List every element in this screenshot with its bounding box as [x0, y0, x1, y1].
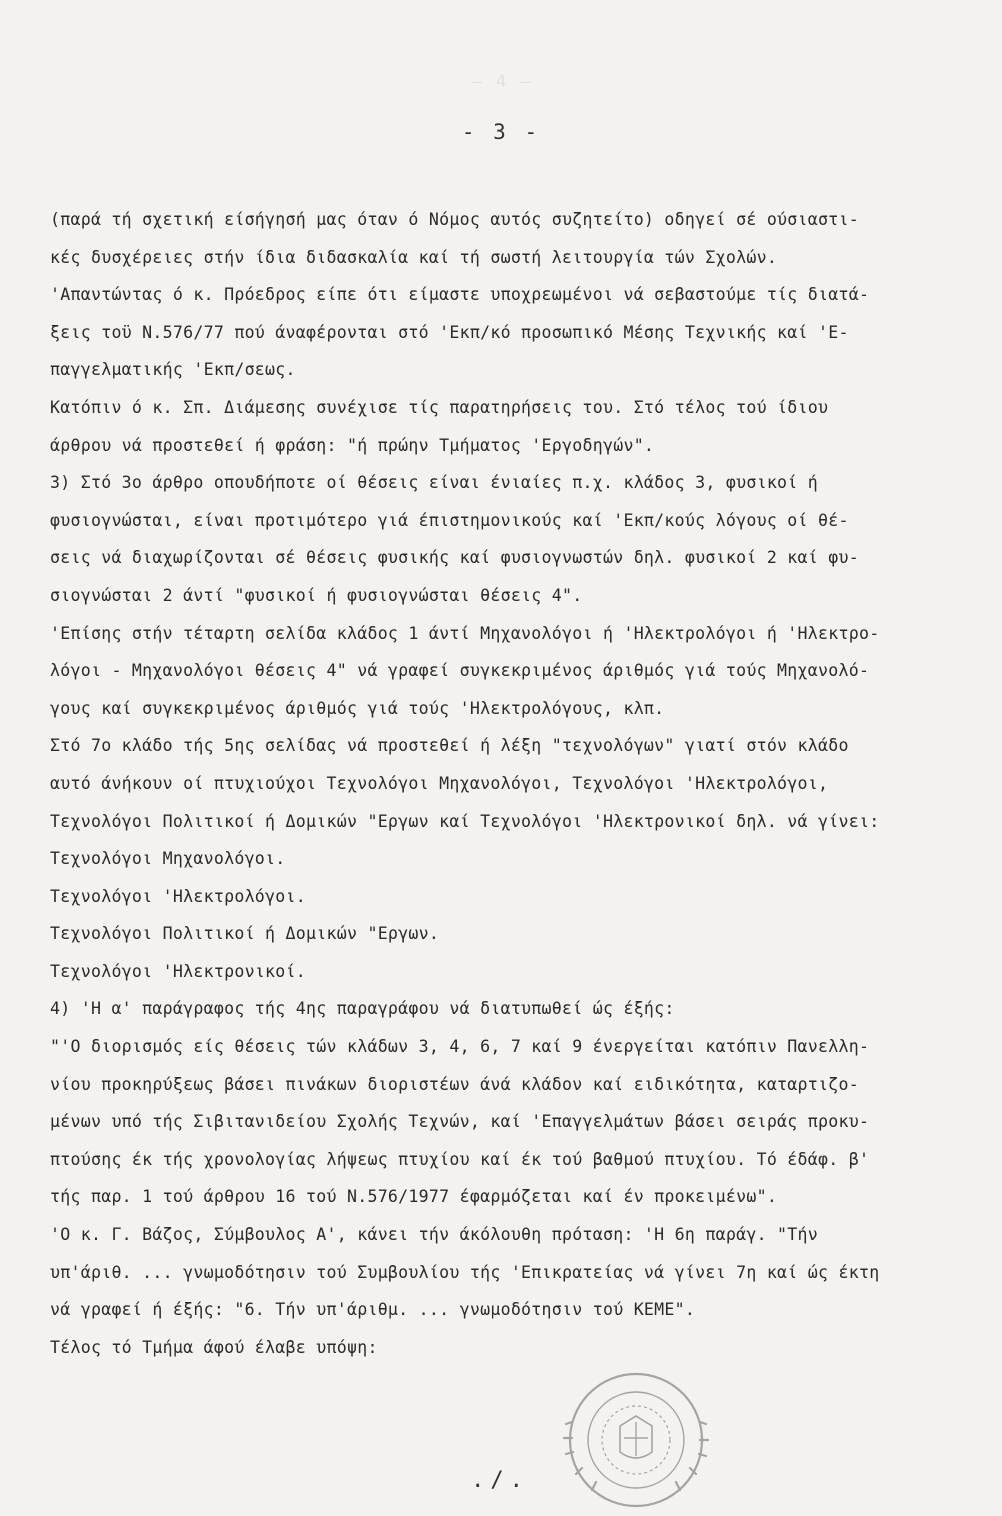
page-number: - 3 -: [461, 120, 541, 144]
text-line: σιογνώσται 2 άντί "φυσικοί ή φυσιογνώσται θέσεις 4".: [50, 585, 583, 605]
text-line: Κατόπιν ό κ. Σπ. Διάμεσης συνέχισε τίς παρατηρήσεις του. Στό τέλος τού ίδιου: [50, 397, 829, 417]
text-line: Τεχνολόγοι Πολιτικοί ή Δομικών "Εργων.: [50, 924, 440, 944]
text-line: λόγοι - Μηχανολόγοι θέσεις 4" νά γραφεί συγκεκριμένος άριθμός γιά τούς Μηχανολό-: [50, 661, 870, 681]
text-line: άρθρου νά προστεθεί ή φράση: "ή πρώην Τμήματος 'Εργοδηγών".: [50, 435, 655, 455]
text-line: υπ'άριθ. ... γνωμοδότησιν τού Συμβουλίου τής 'Επικρατείας νά γίνει 7η καί ώς έκτη: [50, 1262, 880, 1282]
text-line: γους καί συγκεκριμένος άριθμός γιά τούς 'Ηλεκτρολόγους, κλπ.: [50, 698, 665, 718]
text-line: παγγελματικής 'Εκπ/σεως.: [50, 360, 296, 380]
bleed-through-page-number: — 4 —: [471, 72, 533, 92]
text-line: 3) Στό 3ο άρθρο οπουδήποτε οί θέσεις είναι ένιαίες π.χ. κλάδος 3, φυσικοί ή: [50, 473, 819, 493]
text-line: πτούσης έκ τής χρονολογίας λήψεως πτυχίου καί έκ τού βαθμού πτυχίου. Τό έδάφ. β': [50, 1149, 870, 1169]
text-line: "'Ο διορισμός είς θέσεις τών κλάδων 3, 4, 6, 7 καί 9 ένεργείται κατόπιν Πανελλη-: [50, 1037, 870, 1057]
text-line: κές δυσχέρειες στήν ίδια διδασκαλία καί τή σωστή λειτουργία τών Σχολών.: [50, 247, 778, 267]
text-line: αυτό άνήκουν οί πτυχιούχοι Τεχνολόγοι Μηχανολόγοι, Τεχνολόγοι 'Ηλεκτρολόγοι,: [50, 773, 829, 793]
text-line: 'Ο κ. Γ. Βάζος, Σύμβουλος Α', κάνει τήν άκόλουθη πρόταση: 'Η 6η παράγ. "Τήν: [50, 1225, 819, 1245]
text-line: 'Απαντώντας ό κ. Πρόεδρος είπε ότι είμαστε υποχρεωμένοι νά σεβαστούμε τίς διατά-: [50, 285, 870, 305]
text-line: Τεχνολόγοι Πολιτικοί ή Δομικών "Εργων καί Τεχνολόγοι 'Ηλεκτρονικοί δηλ. νά γίνει:: [50, 811, 880, 831]
text-line: νά γραφεί ή έξής: "6. Τήν υπ'άριθμ. ... γνωμοδότησιν τού ΚΕΜΕ".: [50, 1300, 696, 1320]
text-line: Στό 7ο κλάδο τής 5ης σελίδας νά προστεθεί ή λέξη "τεχνολόγων" γιατί στόν κλάδο: [50, 736, 849, 756]
text-line: 'Επίσης στήν τέταρτη σελίδα κλάδος 1 άντί Μηχανολόγοι ή 'Ηλεκτρολόγοι ή 'Ηλεκτρο-: [50, 623, 880, 643]
text-line: τής παρ. 1 τού άρθρου 16 τού Ν.576/1977 έφαρμόζεται καί έν προκειμένω".: [50, 1187, 778, 1207]
text-line: (παρά τή σχετική είσήγησή μας όταν ό Νόμος αυτός συζητείτο) οδηγεί σέ ούσιαστι-: [50, 210, 859, 229]
text-line: σεις νά διαχωρίζονται σέ θέσεις φυσικής καί φυσιογνωστών δηλ. φυσικοί 2 καί φυ-: [50, 548, 859, 568]
text-line: νίου προκηρύξεως βάσει πινάκων διοριστέων άνά κλάδον καί ειδικότητα, καταρτιζο-: [50, 1074, 859, 1094]
text-line: 4) 'Η α' παράγραφος τής 4ης παραγράφου νά διατυπωθεί ώς έξής:: [50, 999, 675, 1019]
text-line: Τεχνολόγοι 'Ηλεκτρολόγοι.: [50, 886, 307, 906]
text-line: μένων υπό τής Σιβιτανιδείου Σχολής Τεχνών, καί 'Επαγγελμάτων βάσει σειράς προκυ-: [50, 1112, 870, 1132]
text-line: φυσιογνώσται, είναι προτιμότερο γιά έπιστημονικούς καί 'Εκπ/κούς λόγους οί θέ-: [50, 510, 849, 530]
text-line: Τεχνολόγοι 'Ηλεκτρονικοί.: [50, 961, 307, 981]
text-line: Τέλος τό Τμήμα άφού έλαβε υπόψη:: [50, 1337, 378, 1357]
stamp-icon: [564, 1374, 708, 1506]
official-stamp: [536, 1364, 736, 1516]
text-line: Τεχνολόγοι Μηχανολόγοι.: [50, 849, 286, 869]
text-line: ξεις τοϋ Ν.576/77 πού άναφέρονται στό 'Εκπ/κό προσωπικό Μέσης Τεχνικής καί 'Ε-: [50, 322, 849, 342]
document-body: [50, 201, 980, 1366]
continuation-mark: ./.: [471, 1468, 529, 1493]
